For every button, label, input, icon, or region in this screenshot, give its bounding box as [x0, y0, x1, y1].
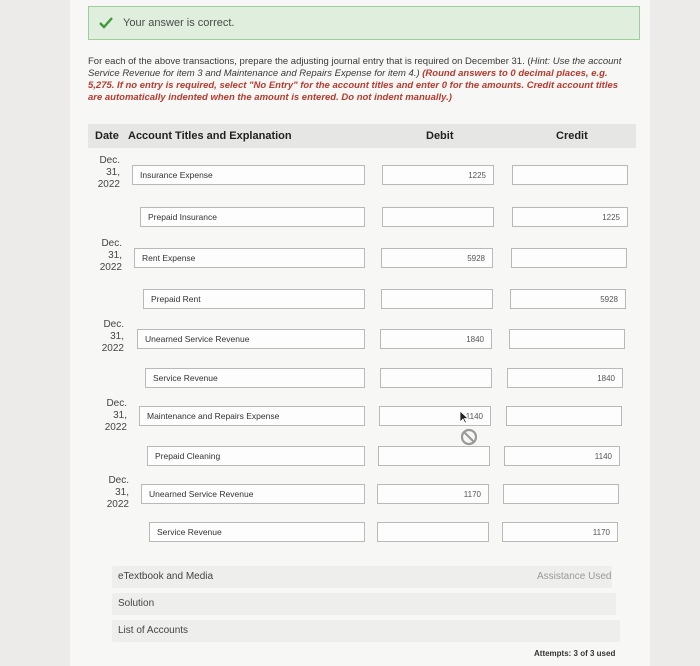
debit-input[interactable]: [381, 289, 493, 309]
debit-input[interactable]: 5928: [381, 248, 493, 268]
credit-input[interactable]: [511, 248, 627, 268]
journal-header: [88, 124, 636, 148]
entry-date: Dec. 31, 2022: [99, 238, 122, 273]
credit-input[interactable]: [506, 406, 622, 426]
account-title-select[interactable]: Insurance Expense: [132, 165, 365, 185]
debit-input[interactable]: [382, 207, 494, 227]
not-allowed-icon: [460, 428, 478, 446]
debit-input[interactable]: 1225: [382, 165, 494, 185]
date-header: Date: [95, 130, 119, 142]
credit-input[interactable]: [503, 484, 619, 504]
assistance-used-label: Assistance Used: [537, 571, 612, 582]
list-of-accounts-link[interactable]: List of Accounts: [118, 625, 189, 636]
mouse-pointer-icon: [459, 410, 469, 424]
credit-input[interactable]: 1840: [507, 368, 623, 388]
solution-row[interactable]: [112, 593, 616, 615]
debit-input[interactable]: [380, 368, 492, 388]
success-message: Your answer is correct.: [123, 17, 235, 29]
debit-input[interactable]: [377, 522, 489, 542]
account-title-select[interactable]: Unearned Service Revenue: [137, 329, 365, 349]
success-banner: [88, 6, 640, 40]
credit-input[interactable]: [512, 165, 628, 185]
instructions: For each of the above transactions, prepare the adjusting journal entry that is required on December 31. (Hint: Use the account Service Revenue for item 3 and Maintenance and Repairs Expense for item 4.) (Round answers to 0 decimal places, e.g. 5,275. If no entry is required, select "No Entry" for the account titles and enter 0 for the amounts. Credit account titles are automatically indented when the amount is entered. Do not indent manually.): [88, 56, 622, 103]
list-of-accounts-row[interactable]: [112, 620, 620, 642]
debit-input[interactable]: 1140: [379, 406, 491, 426]
credit-input[interactable]: 5928: [510, 289, 626, 309]
account-title-select[interactable]: Service Revenue: [145, 368, 365, 388]
account-title-select[interactable]: Prepaid Cleaning: [147, 446, 365, 466]
credit-input[interactable]: 1140: [504, 446, 620, 466]
debit-header: Debit: [426, 130, 454, 142]
etextbook-link[interactable]: eTextbook and Media: [118, 571, 214, 582]
debit-input[interactable]: [378, 446, 490, 466]
credit-input[interactable]: [509, 329, 625, 349]
account-title-select[interactable]: Unearned Service Revenue: [141, 484, 365, 504]
solution-link[interactable]: Solution: [118, 598, 155, 609]
account-header: Account Titles and Explanation: [128, 130, 292, 142]
account-title-select[interactable]: Service Revenue: [149, 522, 365, 542]
credit-input[interactable]: 1170: [502, 522, 618, 542]
entry-date: Dec. 31, 2022: [97, 155, 120, 190]
account-title-select[interactable]: Prepaid Insurance: [140, 207, 365, 227]
debit-input[interactable]: 1840: [380, 329, 492, 349]
account-title-select[interactable]: Prepaid Rent: [143, 289, 365, 309]
attempts-counter: Attempts: 3 of 3 used: [534, 649, 616, 658]
debit-input[interactable]: 1170: [377, 484, 489, 504]
entry-date: Dec. 31, 2022: [104, 398, 127, 433]
entry-date: Dec. 31, 2022: [101, 319, 124, 354]
checkmark-icon: [99, 16, 113, 30]
account-title-select[interactable]: Rent Expense: [134, 248, 365, 268]
credit-header: Credit: [556, 130, 588, 142]
credit-input[interactable]: 1225: [512, 207, 628, 227]
account-title-select[interactable]: Maintenance and Repairs Expense: [139, 406, 365, 426]
entry-date: Dec. 31, 2022: [106, 475, 129, 510]
